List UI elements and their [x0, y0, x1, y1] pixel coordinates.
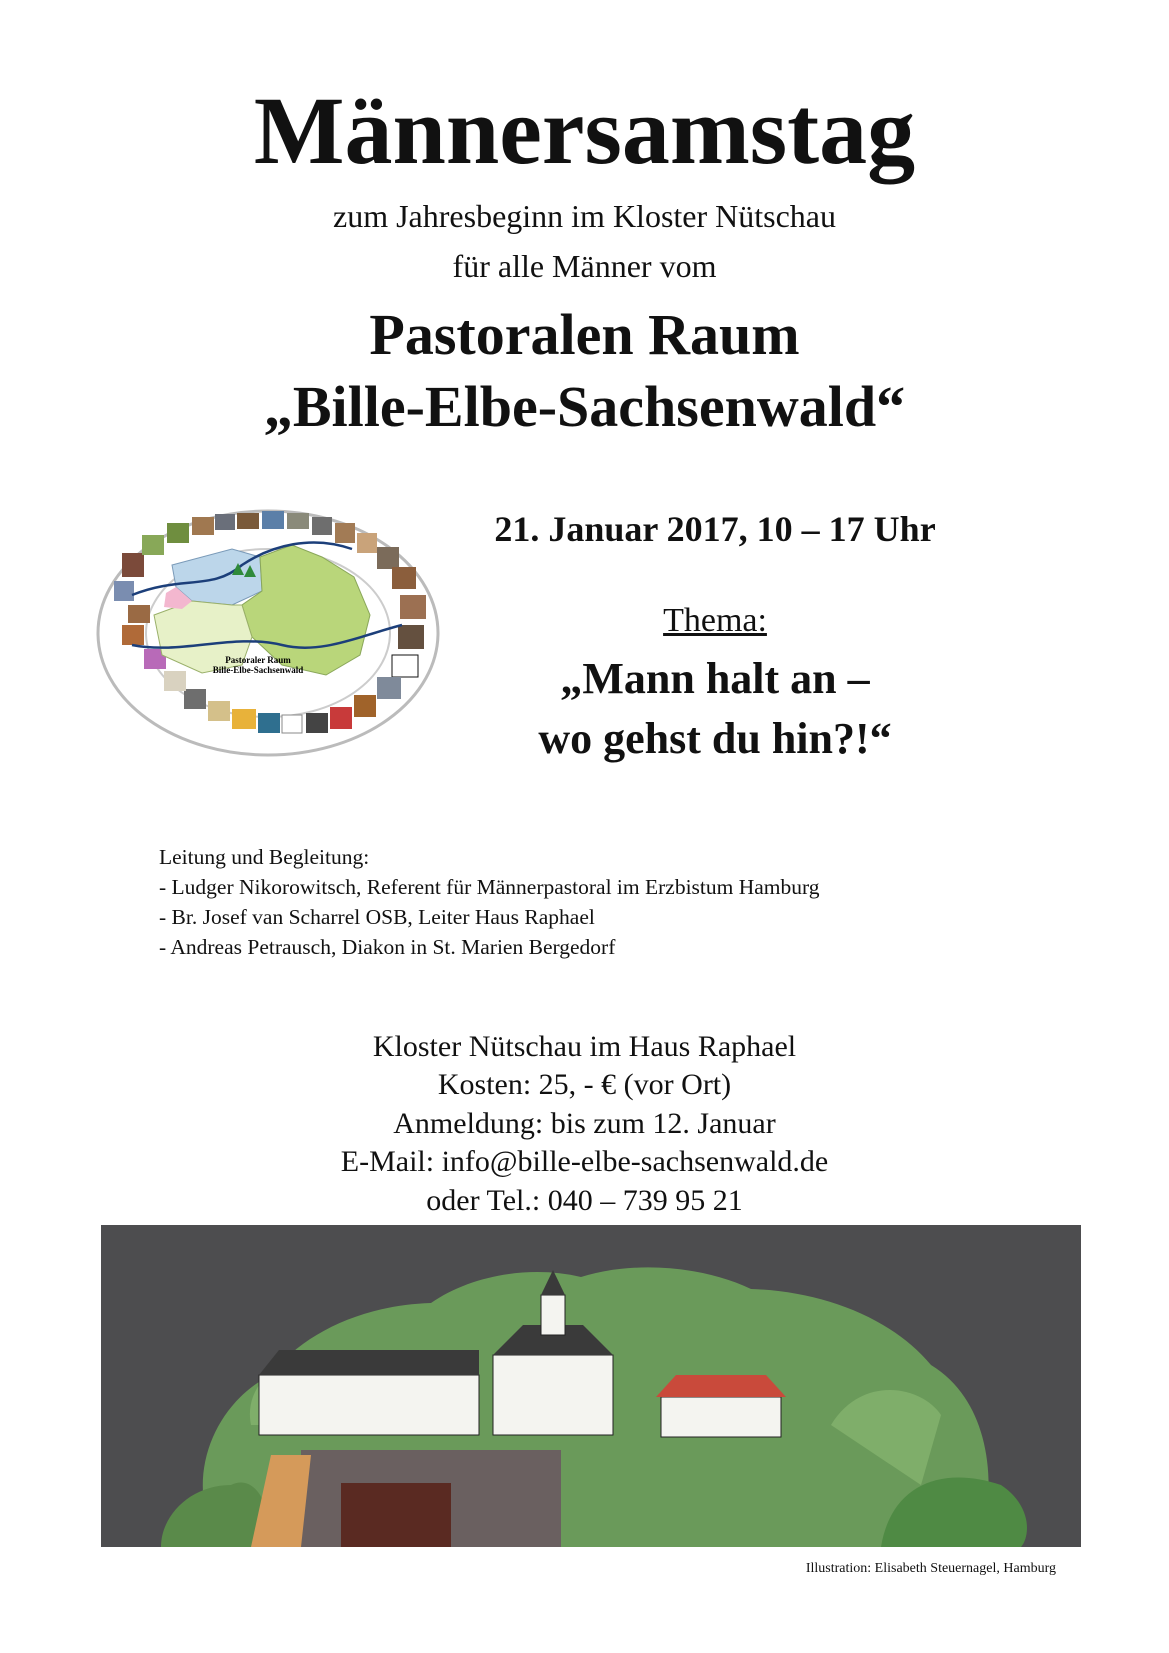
region-line-2: „Bille-Elbe-Sachsenwald“: [263, 374, 906, 439]
pastoral-region-logo: [92, 505, 445, 761]
logo-text-line-1: Pastoraler Raum: [225, 655, 291, 665]
leadership-person: - Br. Josef van Scharrel OSB, Leiter Haus Raphael: [159, 905, 595, 930]
page-title: Männersamstag: [253, 77, 916, 184]
info-email: E-Mail: info@bille-elbe-sachsenwald.de: [340, 1145, 829, 1178]
leadership-section: [159, 842, 820, 962]
region-line-1: Pastoralen Raum: [369, 302, 800, 367]
leadership-person: - Andreas Petrausch, Diakon in St. Marien Bergedorf: [159, 935, 616, 960]
info-location: Kloster Nütschau im Haus Raphael: [372, 1030, 797, 1063]
subtitle-line-1: zum Jahresbeginn im Kloster Nütschau: [333, 198, 836, 234]
monastery-illustration: [101, 1225, 1081, 1547]
event-date: 21. Januar 2017, 10 – 17 Uhr: [494, 509, 936, 549]
motto-line-1: „Mann halt an –: [560, 654, 870, 703]
motto-line-2: wo gehst du hin?!“: [538, 714, 892, 763]
leadership-heading: Leitung und Begleitung:: [159, 845, 370, 869]
leadership-person: - Ludger Nikorowitsch, Referent für Männerpastoral im Erzbistum Hamburg: [159, 875, 820, 900]
thema-label: Thema:: [663, 602, 767, 639]
subtitle-line-2: für alle Männer vom: [452, 248, 717, 284]
info-phone: oder Tel.: 040 – 739 95 21: [426, 1184, 743, 1217]
illustration-credit: Illustration: Elisabeth Steuernagel, Hamburg: [805, 1561, 1056, 1576]
info-registration: Anmeldung: bis zum 12. Januar: [393, 1107, 776, 1140]
logo-text-line-2: Bille-Elbe-Sachsenwald: [212, 665, 304, 675]
info-cost: Kosten: 25, - € (vor Ort): [437, 1068, 732, 1101]
